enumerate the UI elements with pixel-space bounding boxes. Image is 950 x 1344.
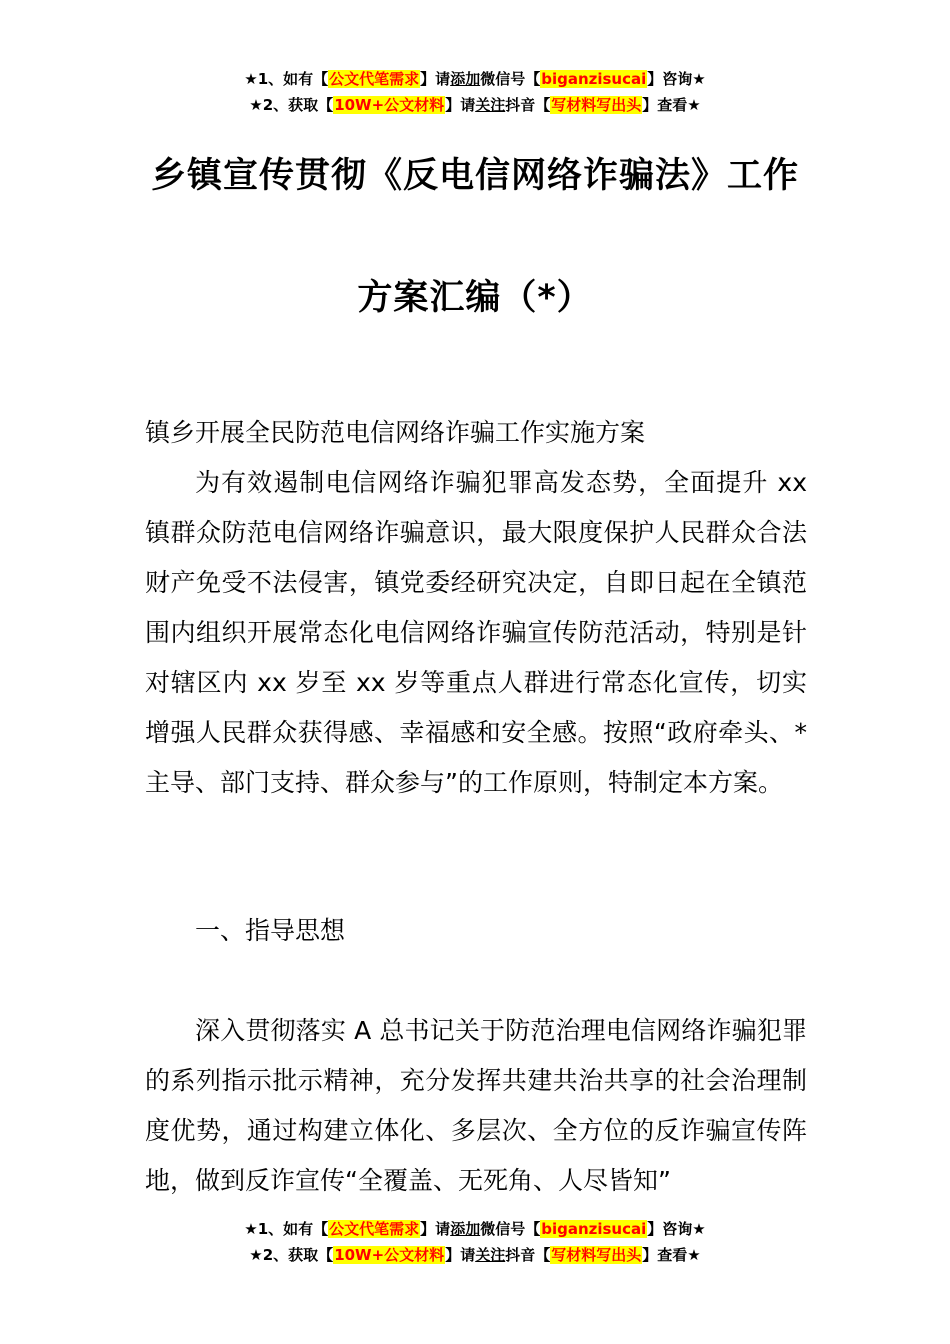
banner-highlight: 10W+公文材料 xyxy=(334,96,445,114)
banner-text: 微信号【 xyxy=(480,1220,541,1238)
banner-text: 】请 xyxy=(445,1246,476,1264)
banner-text: 】查看★ xyxy=(642,96,701,114)
banner-underline: 关注 xyxy=(475,1246,506,1264)
banner-text: ★1、如有【 xyxy=(244,70,329,88)
banner-text: 】咨询★ xyxy=(647,70,706,88)
banner-underline: 关注 xyxy=(475,96,506,114)
section-heading: 一、指导思想 xyxy=(195,916,346,945)
banner-underline: 添加 xyxy=(450,70,481,88)
banner-text: 微信号【 xyxy=(480,70,541,88)
banner-text: ★2、获取【 xyxy=(249,96,334,114)
banner-text: 】咨询★ xyxy=(647,1220,706,1238)
banner-wechat-id: biganzisucai xyxy=(541,1220,647,1238)
banner-text: ★2、获取【 xyxy=(249,1246,334,1264)
banner-text: 】请 xyxy=(420,1220,451,1238)
footer-banner xyxy=(0,1216,950,1268)
banner-text: ★1、如有【 xyxy=(244,1220,329,1238)
banner-text: 抖音【 xyxy=(505,96,551,114)
header-banner xyxy=(0,66,950,118)
banner-highlight: 公文代笔需求 xyxy=(329,1220,420,1238)
banner-wechat-id: biganzisucai xyxy=(541,70,647,88)
document-title-line-2: 方案汇编（*） xyxy=(357,278,593,318)
banner-text: 】请 xyxy=(445,96,476,114)
section-paragraph-block xyxy=(145,1006,807,1206)
banner-douyin-id: 写材料写出头 xyxy=(551,96,642,114)
document-title-line-1: 乡镇宣传贯彻《反电信网络诈骗法》工作 xyxy=(150,156,799,196)
intro-paragraph-block xyxy=(145,458,807,808)
banner-highlight: 10W+公文材料 xyxy=(334,1246,445,1264)
banner-line-2 xyxy=(0,1242,950,1268)
banner-underline: 添加 xyxy=(450,1220,481,1238)
banner-line-1 xyxy=(0,66,950,92)
banner-line-2 xyxy=(0,92,950,118)
document-subtitle: 镇乡开展全民防范电信网络诈骗工作实施方案 xyxy=(145,418,646,447)
banner-line-1 xyxy=(0,1216,950,1242)
section-paragraph: 深入贯彻落实 A 总书记关于防范治理电信网络诈骗犯罪的系列指示批示精神，充分发挥共建共治共享的社会治理制度优势，通过构建立体化、多层次、全方位的反诈骗宣传阵地，做到反诈宣传“全覆盖、无死角、人尽皆知” xyxy=(145,1016,807,1195)
banner-douyin-id: 写材料写出头 xyxy=(551,1246,642,1264)
banner-text: 抖音【 xyxy=(505,1246,551,1264)
banner-text: 】查看★ xyxy=(642,1246,701,1264)
banner-text: 】请 xyxy=(420,70,451,88)
intro-paragraph: 为有效遏制电信网络诈骗犯罪高发态势，全面提升 xx 镇群众防范电信网络诈骗意识，最大限度保护人民群众合法财产免受不法侵害，镇党委经研究决定，自即日起在全镇范围内组织开展常态化电信网络诈骗宣传防范活动，特别是针对辖区内 xx 岁至 xx 岁等重点人群进行常态化宣传，切实增强人民群众获得感、幸福感和安全感。按照“政府牵头、*主导、部门支持、群众参与”的工作原则，特制定本方案。 xyxy=(145,468,807,797)
banner-highlight: 公文代笔需求 xyxy=(329,70,420,88)
